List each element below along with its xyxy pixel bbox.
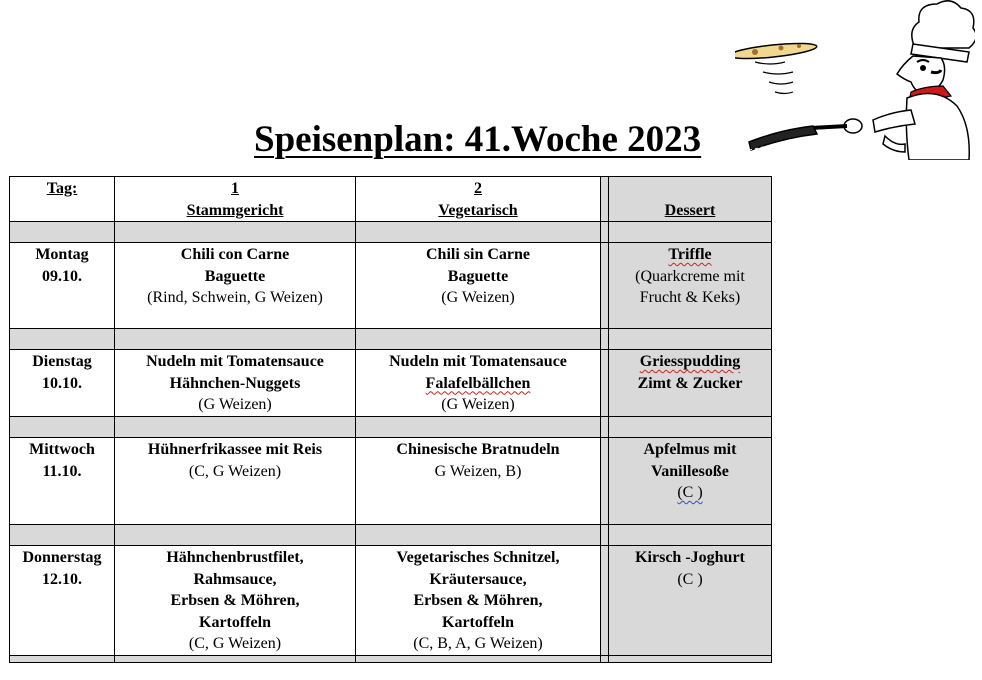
dessert-cell: Kirsch -Joghurt (C ) (609, 546, 772, 656)
main-dish-cell: Nudeln mit Tomatensauce Hähnchen-Nuggets (G Weizen) (115, 350, 356, 417)
main-dish-cell: Hühnerfrikassee mit Reis (C, G Weizen) (115, 438, 356, 525)
menu-table (9, 176, 772, 663)
gap-cell (601, 243, 609, 329)
day-cell: Dienstag 10.10. (10, 350, 115, 417)
day-row-donnerstag (10, 546, 772, 656)
header-row (10, 177, 772, 222)
gap-cell (601, 546, 609, 656)
veg-dish-cell: Chinesische Bratnudeln G Weizen, B) (356, 438, 601, 525)
dessert-cell: Apfelmus mit Vanillesoße (C ) (609, 438, 772, 525)
dessert-cell: Triffle (Quarkcreme mit Frucht & Keks) (609, 243, 772, 329)
col2-name: Vegetarisch (438, 201, 518, 219)
main-dish-cell: Chili con Carne Baguette (Rind, Schwein, G Weizen) (115, 243, 356, 329)
day-row-montag (10, 243, 772, 329)
chef-illustration (735, 0, 975, 160)
day-cell: Donnerstag 12.10. (10, 546, 115, 656)
separator-row (10, 329, 772, 350)
col2-number: 2 (474, 180, 482, 197)
col1-header (115, 177, 356, 222)
main-dish-cell: Hähnchenbrustfilet, Rahmsauce, Erbsen & Möhren, Kartoffeln (C, G Weizen) (115, 546, 356, 656)
day-row-dienstag (10, 350, 772, 417)
col2-header (356, 177, 601, 222)
page-title: Speisenplan: 41.Woche 2023 (254, 119, 702, 160)
separator-row (10, 655, 772, 662)
veg-dish-cell: Nudeln mit Tomatensauce Falafelbällchen (G Weizen) (356, 350, 601, 417)
col1-name: Stammgericht (186, 201, 284, 219)
gap-cell (601, 350, 609, 417)
gap-cell (601, 177, 609, 222)
separator-row (10, 525, 772, 546)
day-cell: Mittwoch 11.10. (10, 438, 115, 525)
day-cell: Montag 09.10. (10, 243, 115, 329)
gap-cell (601, 438, 609, 525)
veg-dish-cell: Vegetarisches Schnitzel, Kräutersauce, Erbsen & Möhren, Kartoffeln (C, B, A, G Weizen) (356, 546, 601, 656)
day-row-mittwoch (10, 438, 772, 525)
veg-dish-cell: Chili sin Carne Baguette (G Weizen) (356, 243, 601, 329)
col1-number: 1 (231, 180, 239, 197)
dessert-cell: Griesspudding Zimt & Zucker (609, 350, 772, 417)
separator-row (10, 222, 772, 243)
tag-header: Tag: (10, 177, 115, 222)
dessert-header: Dessert (609, 177, 772, 222)
separator-row (10, 417, 772, 438)
